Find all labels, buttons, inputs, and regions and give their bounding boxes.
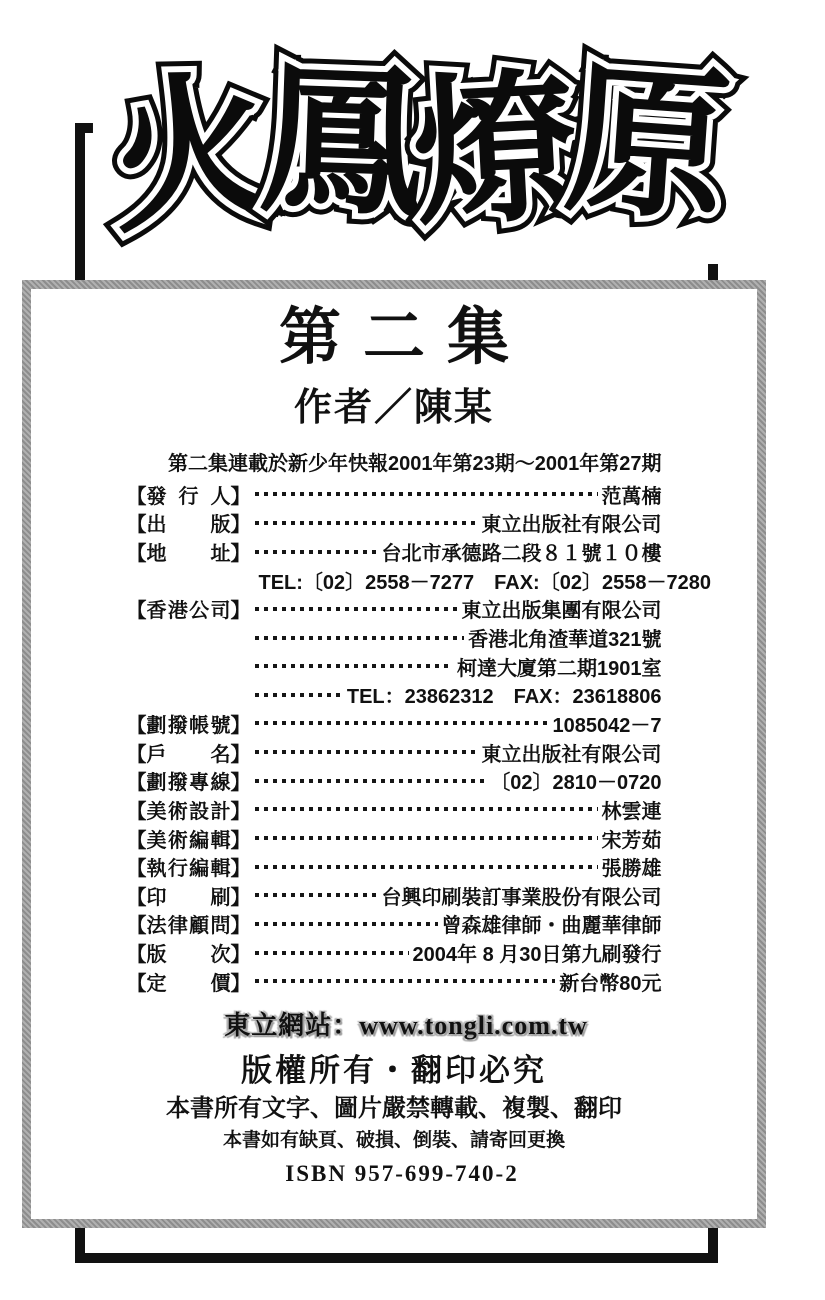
isbn-line: ISBN 957-699-740-2	[285, 1160, 519, 1186]
row-value: 東立出版社有限公司	[481, 743, 662, 766]
dot-leader	[255, 623, 465, 652]
website-url: www.tongli.com.tw	[359, 1010, 588, 1040]
row-value: TEL：23862312 FAX：23618806	[346, 686, 662, 709]
colophon-row-address	[127, 537, 662, 566]
colophon-row-publisher	[127, 480, 662, 509]
copyright-line: 版權所有・翻印必究	[241, 1052, 547, 1088]
row-value: 東立出版集團有限公司	[461, 600, 662, 623]
dot-leader	[255, 795, 598, 824]
colophon-row-hk-tel-fax	[127, 680, 662, 709]
colophon-box	[22, 280, 766, 1228]
author-heading: 作者／陳某	[293, 387, 494, 429]
colophon-row-art-editor	[127, 824, 662, 853]
row-label: 【 美術設計 】	[126, 800, 251, 823]
dot-leader	[255, 652, 454, 681]
dot-leader	[255, 938, 409, 967]
website-label: 東立網站：	[224, 1010, 360, 1040]
logo-char: 燎 燎 燎	[408, 47, 571, 255]
row-value: 曾森雄律師・曲麗華律師	[441, 915, 662, 938]
dot-leader	[255, 910, 438, 939]
colophon-row-hk-company	[127, 595, 662, 624]
row-value: 2004年 8 月30日第九刷發行	[412, 944, 662, 967]
series-title-logo	[92, 40, 732, 264]
dot-leader	[255, 738, 478, 767]
colophon-row-hk-address-1	[127, 623, 662, 652]
colophon-row-postal-hotline	[127, 766, 662, 795]
colophon-row-price	[127, 967, 662, 996]
colophon-row-hk-address-2	[127, 652, 662, 681]
reprint-prohibition-notice: 本書所有文字、圖片嚴禁轉載、複製、翻印	[166, 1095, 622, 1122]
serialization-note: 第二集連載於新少年快報2001年第23期～2001年第27期	[168, 453, 662, 475]
row-label: 【 地址 】	[126, 543, 251, 566]
colophon-table	[126, 451, 711, 996]
dot-leader	[255, 595, 458, 624]
row-label: 【 出版 】	[126, 514, 251, 537]
row-label: 【 發行人 】	[126, 485, 251, 508]
dot-leader	[255, 967, 556, 996]
colophon-row-tel-fax	[127, 566, 711, 595]
row-value: 林雲連	[601, 800, 662, 823]
colophon-row-printing	[127, 881, 662, 910]
row-value: 范萬楠	[601, 485, 662, 508]
row-value: 宋芳茹	[601, 829, 662, 852]
colophon-row-publishing-house	[127, 509, 662, 538]
dot-leader	[255, 680, 343, 709]
row-label: 【 戶名 】	[126, 743, 251, 766]
row-value: 台北市承德路二段８１號１０樓	[381, 543, 662, 566]
row-label: 【 定價 】	[126, 972, 251, 995]
row-value: 東立出版社有限公司	[481, 514, 662, 537]
row-value: 〔02〕2810－0720	[490, 772, 662, 795]
colophon-row-account-name	[127, 738, 662, 767]
defective-copy-notice: 本書如有缺頁、破損、倒裝、請寄回更換	[222, 1129, 565, 1151]
dot-leader	[255, 709, 549, 738]
row-label: 【 美術編輯 】	[126, 829, 251, 852]
row-value: TEL:〔02〕2558－7277 FAX:〔02〕2558－7280	[258, 571, 711, 594]
row-label: 【 執行編輯 】	[126, 858, 251, 881]
row-label: 【 劃撥專線 】	[126, 772, 251, 795]
dot-leader	[255, 480, 598, 509]
colophon-row-executive-editor	[127, 852, 662, 881]
logo-char: 鳳 鳳 鳳	[256, 39, 416, 244]
row-value: 台興印刷裝訂事業股份有限公司	[381, 886, 662, 909]
website-line	[43, 1009, 769, 1043]
row-label: 【 印刷 】	[126, 886, 251, 909]
colophon-row-edition	[127, 938, 662, 967]
dot-leader	[255, 509, 478, 538]
row-value: 香港北角渣華道321號	[468, 629, 662, 652]
row-label: 【 香港公司 】	[126, 600, 251, 623]
row-label: 【 版次 】	[126, 944, 251, 967]
volume-heading: 第二集	[278, 304, 531, 372]
dot-leader	[255, 881, 378, 910]
dot-leader	[255, 852, 598, 881]
row-value: 柯達大廈第二期1901室	[457, 657, 662, 680]
row-value: 張勝雄	[601, 858, 662, 881]
colophon-row-art-design	[127, 795, 662, 824]
row-value: 新台幣80元	[559, 972, 662, 995]
row-value: 1085042－7	[552, 714, 662, 737]
logo-char: 原 原 原	[559, 39, 726, 249]
dot-leader	[255, 537, 378, 566]
row-label: 【 法律顧問 】	[126, 915, 251, 938]
row-label: 【 劃撥帳號 】	[126, 714, 251, 737]
colophon-row-legal-advisor	[127, 910, 662, 939]
dot-leader	[255, 766, 487, 795]
logo-char: 火 火 火	[96, 45, 272, 262]
dot-leader	[255, 824, 598, 853]
colophon-row-postal-account	[127, 709, 662, 738]
